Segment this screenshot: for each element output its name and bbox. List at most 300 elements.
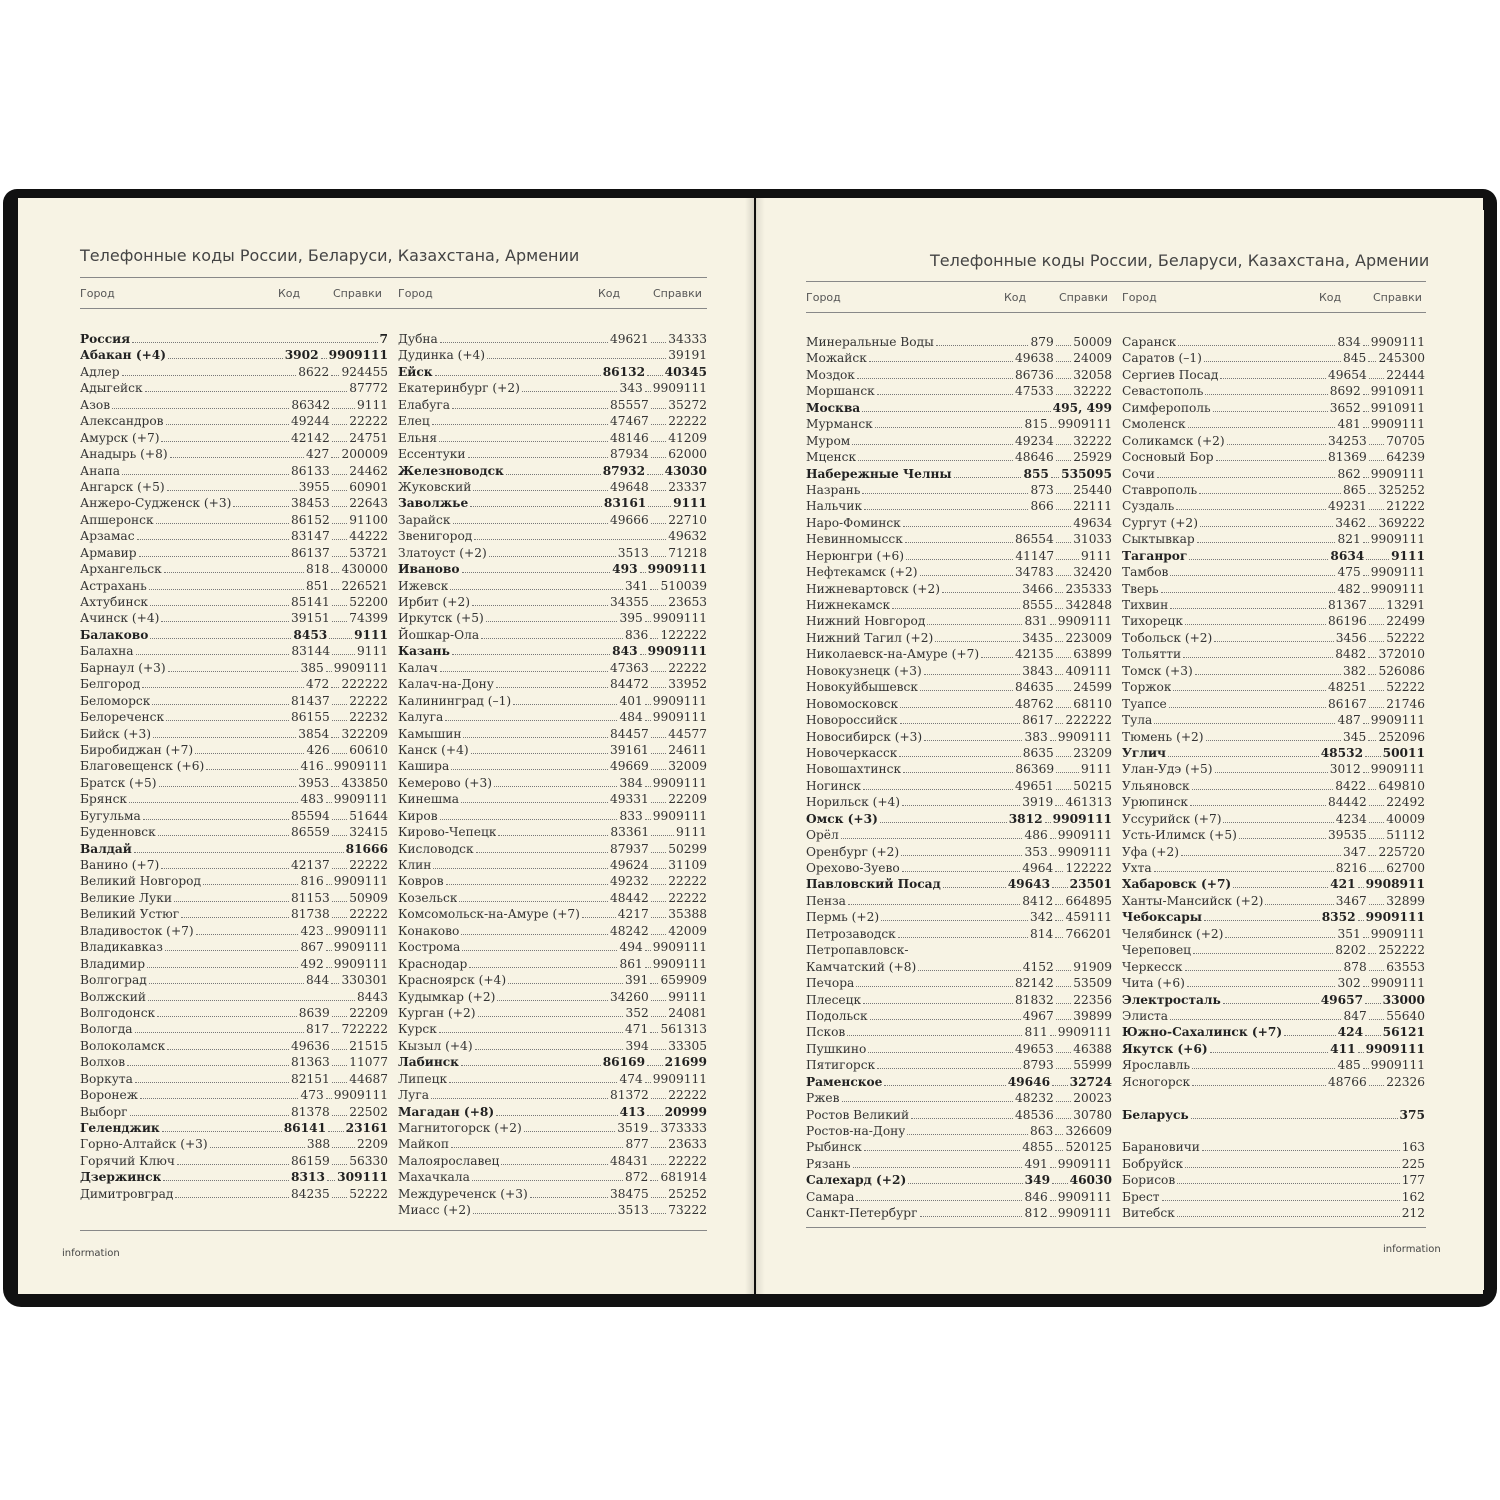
info-number: 177 — [1401, 1173, 1425, 1188]
area-code: 872 — [625, 1170, 649, 1185]
leader-dots — [166, 424, 289, 425]
area-code: 49646 — [1007, 1074, 1051, 1089]
leader-dots — [647, 1115, 663, 1116]
leader-dots — [203, 884, 298, 885]
directory-row — [806, 679, 1112, 695]
directory-row — [80, 561, 388, 577]
area-code: 8692 — [1329, 384, 1361, 399]
directory-row — [80, 709, 388, 725]
directory-row — [398, 824, 707, 840]
info-number: 9909111 — [652, 940, 707, 955]
area-code: 382 — [1343, 663, 1367, 678]
leader-dots — [908, 1183, 1022, 1184]
info-number: 459111 — [1065, 910, 1112, 925]
directory-row — [398, 956, 707, 972]
leader-dots — [165, 950, 299, 951]
leader-dots — [478, 1016, 624, 1017]
directory-row — [806, 844, 1112, 860]
leader-dots — [647, 375, 663, 376]
info-number: 32058 — [1073, 367, 1112, 382]
leader-dots — [332, 835, 348, 836]
city-name: Москва — [806, 400, 861, 415]
area-code: 8639 — [298, 1005, 330, 1020]
leader-dots — [870, 1019, 1021, 1020]
leader-dots — [651, 884, 667, 885]
area-code: 4855 — [1022, 1140, 1054, 1155]
info-number: 33000 — [1382, 992, 1425, 1007]
leader-dots — [875, 427, 1023, 428]
leader-dots — [1192, 789, 1334, 790]
area-code: 394 — [625, 1038, 649, 1053]
leader-dots — [168, 358, 283, 359]
info-number: 25252 — [668, 1186, 707, 1201]
directory-row — [80, 972, 388, 988]
city-name: Елец — [398, 414, 430, 429]
leader-dots — [858, 460, 1013, 461]
city-name: Назрань — [806, 482, 861, 497]
leader-dots — [471, 753, 608, 754]
area-code: 851 — [306, 578, 330, 593]
directory-row — [398, 1005, 707, 1021]
city-name: Ковров — [398, 874, 444, 889]
area-code: 8635 — [1022, 745, 1054, 760]
directory-row — [80, 528, 388, 544]
leader-dots — [1368, 493, 1376, 494]
info-number: 24599 — [1073, 680, 1112, 695]
info-number: 9909111 — [1365, 910, 1425, 925]
leader-dots — [170, 457, 304, 458]
leader-dots — [1056, 378, 1072, 379]
directory-row — [398, 479, 707, 495]
leader-dots — [920, 575, 1013, 576]
city-name: Выборг — [80, 1104, 128, 1119]
leader-dots — [651, 934, 667, 935]
leader-dots — [1051, 477, 1059, 478]
city-name: Апшеронск — [80, 512, 154, 527]
leader-dots — [1284, 1035, 1336, 1036]
area-code: 424 — [1337, 1025, 1364, 1040]
leader-dots — [852, 444, 1013, 445]
area-code: 423 — [300, 923, 324, 938]
leader-dots — [862, 493, 1028, 494]
directory-row — [806, 433, 1112, 449]
area-code: 401 — [619, 693, 643, 708]
city-name: Владимир — [80, 956, 145, 971]
city-name: Черкесск — [1122, 959, 1183, 974]
leader-dots — [1368, 953, 1376, 954]
directory-row — [80, 1054, 388, 1070]
area-code: 8622 — [298, 364, 330, 379]
info-number: 9909111 — [1057, 417, 1112, 432]
leader-dots — [524, 1131, 615, 1132]
leader-dots — [122, 474, 289, 475]
info-number: 51644 — [349, 808, 388, 823]
leader-dots — [1188, 427, 1336, 428]
area-code: 471 — [625, 1022, 649, 1037]
city-name: Сыктывкар — [1122, 532, 1195, 547]
leader-dots — [651, 1164, 667, 1165]
leader-dots — [881, 920, 1028, 921]
leader-dots — [331, 572, 339, 573]
leader-dots — [469, 967, 617, 968]
info-number: 373333 — [660, 1121, 707, 1135]
area-code: 42135 — [1014, 647, 1054, 662]
leader-dots — [1055, 674, 1063, 675]
area-code: 384 — [619, 775, 643, 790]
info-number: 9909111 — [652, 775, 707, 790]
area-code: 39535 — [1327, 828, 1367, 843]
leader-dots — [149, 983, 304, 984]
directory-row — [1122, 416, 1425, 432]
area-code: 3955 — [298, 479, 330, 494]
area-code: 812 — [1024, 1206, 1048, 1221]
directory-row — [1122, 1107, 1425, 1123]
area-code: 48232 — [1014, 1091, 1054, 1106]
leader-dots — [472, 605, 608, 606]
area-code: 4967 — [1022, 1008, 1054, 1023]
header-city: Город — [398, 287, 433, 300]
area-code: 83147 — [290, 529, 330, 544]
directory-row — [80, 906, 388, 922]
city-name: Ульяновск — [1122, 778, 1190, 793]
info-number: 9909111 — [333, 1088, 388, 1103]
directory-row — [1122, 433, 1425, 449]
directory-row — [806, 531, 1112, 547]
city-name: Рязань — [806, 1156, 851, 1171]
area-code: 49244 — [290, 414, 330, 429]
leader-dots — [853, 1167, 1023, 1168]
leader-dots — [1369, 871, 1385, 872]
leader-dots — [174, 901, 289, 902]
leader-dots — [1177, 1183, 1399, 1184]
info-number: 21699 — [664, 1055, 707, 1070]
leader-dots — [332, 1049, 348, 1050]
info-number: 9909111 — [333, 759, 388, 774]
directory-row — [398, 873, 707, 889]
directory-row — [806, 1041, 1112, 1057]
city-name: Соликамск (+2) — [1122, 433, 1225, 448]
city-name: Йошкар-Ола — [398, 627, 480, 642]
info-number: 369222 — [1378, 515, 1425, 530]
city-name: Петропавловск- — [806, 943, 909, 958]
info-number: 21515 — [349, 1038, 388, 1053]
area-code: 383 — [1024, 729, 1048, 744]
info-number: 31033 — [1073, 532, 1112, 547]
leader-dots — [1056, 1003, 1072, 1004]
city-name: Новошахтинск — [806, 762, 902, 777]
leader-dots — [175, 1197, 289, 1198]
directory-row — [80, 1186, 388, 1202]
info-number: 235333 — [1065, 581, 1112, 596]
leader-dots — [331, 589, 339, 590]
header-city: Город — [80, 287, 115, 300]
area-code: 48762 — [1014, 696, 1054, 711]
directory-row — [80, 627, 388, 643]
leader-dots — [1215, 772, 1328, 773]
area-code: 48646 — [1014, 450, 1054, 465]
directory-row — [398, 1169, 707, 1185]
area-code: 47363 — [609, 660, 649, 675]
city-name: Кинешма — [398, 792, 459, 807]
area-code: 86159 — [290, 1153, 330, 1168]
leader-dots — [463, 737, 607, 738]
city-name: Бугульма — [80, 808, 141, 823]
leader-dots — [452, 654, 610, 655]
city-name: Курск — [398, 1022, 437, 1037]
directory-row — [806, 1107, 1112, 1123]
directory-row — [398, 1021, 707, 1037]
leader-dots — [1369, 970, 1385, 971]
leader-dots — [153, 737, 296, 738]
city-name: Саранск — [1122, 335, 1177, 349]
leader-dots — [651, 1000, 667, 1001]
city-name: Санкт-Петербург — [806, 1206, 918, 1221]
info-number: 22222 — [668, 874, 707, 889]
leader-dots — [902, 871, 1021, 872]
leader-dots — [1193, 953, 1333, 954]
info-number: 162 — [1401, 1189, 1425, 1204]
city-name: Междуреченск (+3) — [398, 1186, 528, 1201]
area-code: 85557 — [609, 397, 649, 412]
area-code: 492 — [300, 956, 324, 971]
city-name: Магадан (+8) — [398, 1104, 495, 1119]
leader-dots — [1197, 542, 1336, 543]
leader-dots — [650, 589, 658, 590]
city-name: Минеральные Воды — [806, 335, 934, 349]
leader-dots — [1358, 1052, 1364, 1053]
info-number: 25929 — [1073, 450, 1112, 465]
info-number: 924455 — [341, 364, 388, 379]
leader-dots — [1055, 871, 1063, 872]
leader-dots — [1205, 394, 1327, 395]
directory-row — [806, 597, 1112, 613]
city-name: Калач — [398, 660, 438, 675]
leader-dots — [450, 589, 623, 590]
directory-row — [806, 1156, 1112, 1172]
info-number: 44577 — [668, 726, 707, 741]
info-number: 9909111 — [652, 710, 707, 725]
directory-row — [398, 331, 707, 347]
city-name: Пушкино — [806, 1041, 867, 1056]
city-name: Луга — [398, 1088, 429, 1103]
directory-row — [1122, 581, 1425, 597]
leader-dots — [332, 408, 355, 409]
directory-row — [806, 548, 1112, 564]
area-code: 416 — [300, 759, 324, 774]
leader-dots — [1169, 707, 1326, 708]
city-name: Чита (+6) — [1122, 976, 1185, 991]
city-name: Чебоксары — [1122, 910, 1202, 925]
area-code: 8313 — [291, 1170, 325, 1185]
leader-dots — [150, 638, 291, 639]
directory-row — [806, 564, 1112, 580]
directory-row — [398, 578, 707, 594]
info-number: 7 — [379, 332, 388, 346]
leader-dots — [651, 1147, 667, 1148]
area-code: 863 — [1030, 1124, 1054, 1138]
code-column-3 — [806, 334, 1112, 1222]
city-name: Пятигорск — [806, 1058, 876, 1073]
city-name: Кисловодск — [398, 841, 474, 856]
info-number: 342848 — [1065, 598, 1112, 612]
directory-row — [806, 712, 1112, 728]
leader-dots — [1368, 674, 1376, 675]
city-name: Улан-Удэ (+5) — [1122, 762, 1213, 777]
area-code: 49653 — [1014, 1041, 1054, 1056]
leader-dots — [1154, 723, 1335, 724]
area-code: 81363 — [290, 1055, 330, 1070]
leader-dots — [1363, 575, 1369, 576]
info-number: 63899 — [1073, 647, 1112, 662]
directory-row — [80, 791, 388, 807]
leader-dots — [1056, 657, 1072, 658]
city-name: Смоленск — [1122, 417, 1186, 432]
leader-dots — [1183, 657, 1333, 658]
directory-row — [398, 1153, 707, 1169]
leader-dots — [136, 654, 290, 655]
leader-dots — [1220, 378, 1326, 379]
leader-dots — [1363, 477, 1369, 478]
leader-dots — [1358, 920, 1364, 921]
info-number: 22222 — [668, 890, 707, 905]
city-name: Лабинск — [398, 1055, 459, 1070]
leader-dots — [645, 720, 651, 721]
city-name: Кашира — [398, 759, 450, 774]
area-code: 81738 — [290, 907, 330, 922]
area-code: 87772 — [349, 381, 388, 396]
leader-dots — [880, 822, 1007, 823]
directory-row — [398, 857, 707, 873]
directory-row — [398, 413, 707, 429]
leader-dots — [924, 740, 1022, 741]
leader-dots — [1214, 641, 1333, 642]
city-name: Козельск — [398, 890, 458, 905]
directory-row — [1122, 827, 1425, 843]
city-name: Мценск — [806, 450, 857, 465]
city-name: Нижневартовск (+2) — [806, 581, 940, 596]
directory-row — [1122, 926, 1425, 942]
city-name: Красноярск (+4) — [398, 973, 507, 988]
city-name: Балаково — [80, 627, 149, 642]
info-number: 22222 — [668, 660, 707, 675]
area-code: 353 — [1024, 844, 1048, 859]
city-name: Буденновск — [80, 825, 156, 840]
city-name: Адыгейск — [80, 381, 143, 396]
area-code: 817 — [306, 1022, 330, 1037]
directory-row — [1122, 334, 1425, 350]
leader-dots — [651, 901, 667, 902]
directory-row — [1122, 613, 1425, 629]
leader-dots — [1369, 904, 1385, 905]
leader-dots — [1223, 822, 1333, 823]
city-name: Канск (+4) — [398, 742, 469, 757]
area-code: 84472 — [609, 677, 649, 692]
info-number: 9909111 — [1057, 729, 1112, 744]
city-name: Нижний Новгород — [806, 614, 926, 629]
area-code: 834 — [1337, 335, 1361, 349]
leader-dots — [332, 720, 348, 721]
info-number: 34333 — [668, 332, 707, 346]
header-code: Код — [1004, 291, 1027, 304]
leader-dots — [1056, 394, 1072, 395]
leader-dots — [1050, 1216, 1056, 1217]
city-name: Пенза — [806, 893, 846, 908]
directory-row — [1122, 1189, 1425, 1205]
city-name: Архангельск — [80, 562, 162, 577]
leader-dots — [167, 490, 297, 491]
leader-dots — [496, 1115, 617, 1116]
leader-dots — [332, 605, 348, 606]
leader-dots — [1162, 1200, 1400, 1201]
leader-dots — [1170, 608, 1326, 609]
leader-dots — [651, 457, 667, 458]
area-code: 49231 — [1327, 499, 1367, 514]
directory-row — [80, 660, 388, 676]
book-spine — [745, 198, 765, 1294]
area-code: 49654 — [1327, 367, 1367, 382]
leader-dots — [195, 753, 304, 754]
area-code: 385 — [300, 660, 324, 675]
leader-dots — [1368, 740, 1376, 741]
leader-dots — [651, 342, 667, 343]
info-number: 20999 — [664, 1104, 707, 1119]
info-number: 9111 — [354, 627, 388, 642]
info-number: 64239 — [1386, 450, 1425, 465]
directory-row — [398, 1136, 707, 1152]
directory-row — [80, 594, 388, 610]
info-number: 24081 — [668, 1005, 707, 1020]
info-number: 52222 — [1386, 680, 1425, 695]
leader-dots — [650, 638, 658, 639]
area-code: 49621 — [609, 332, 649, 346]
leader-dots — [473, 490, 608, 491]
leader-dots — [498, 835, 608, 836]
leader-dots — [884, 1085, 1005, 1086]
info-number: 535095 — [1061, 466, 1112, 481]
directory-row — [398, 808, 707, 824]
leader-dots — [137, 539, 289, 540]
leader-dots — [129, 802, 298, 803]
info-number: 372010 — [1378, 647, 1425, 662]
leader-dots — [158, 835, 289, 836]
leader-dots — [1185, 624, 1326, 625]
directory-row — [80, 890, 388, 906]
leader-dots — [651, 1049, 667, 1050]
city-name: Кирово-Чепецк — [398, 825, 497, 840]
leader-dots — [1187, 986, 1336, 987]
leader-dots — [651, 802, 667, 803]
city-name: Череповец — [1122, 943, 1192, 958]
area-code: 84235 — [290, 1186, 330, 1201]
directory-row — [806, 1189, 1112, 1205]
title-rule-right — [806, 281, 1426, 282]
city-name: Кызыл (+4) — [398, 1038, 473, 1053]
area-code: 877 — [625, 1137, 649, 1152]
leader-dots — [332, 654, 355, 655]
leader-dots — [651, 852, 667, 853]
info-number: 22222 — [349, 907, 388, 922]
city-name: Невинномысск — [806, 532, 903, 547]
leader-dots — [900, 723, 1021, 724]
area-code: 349 — [1024, 1173, 1051, 1188]
leader-dots — [1204, 361, 1341, 362]
area-code: 41147 — [1015, 548, 1055, 563]
city-name: Горно-Алтайск (+3) — [80, 1137, 208, 1152]
city-name: Ессентуки — [398, 447, 466, 462]
city-name: Белореченск — [80, 710, 165, 725]
directory-row — [1122, 942, 1425, 958]
directory-row — [806, 975, 1112, 991]
